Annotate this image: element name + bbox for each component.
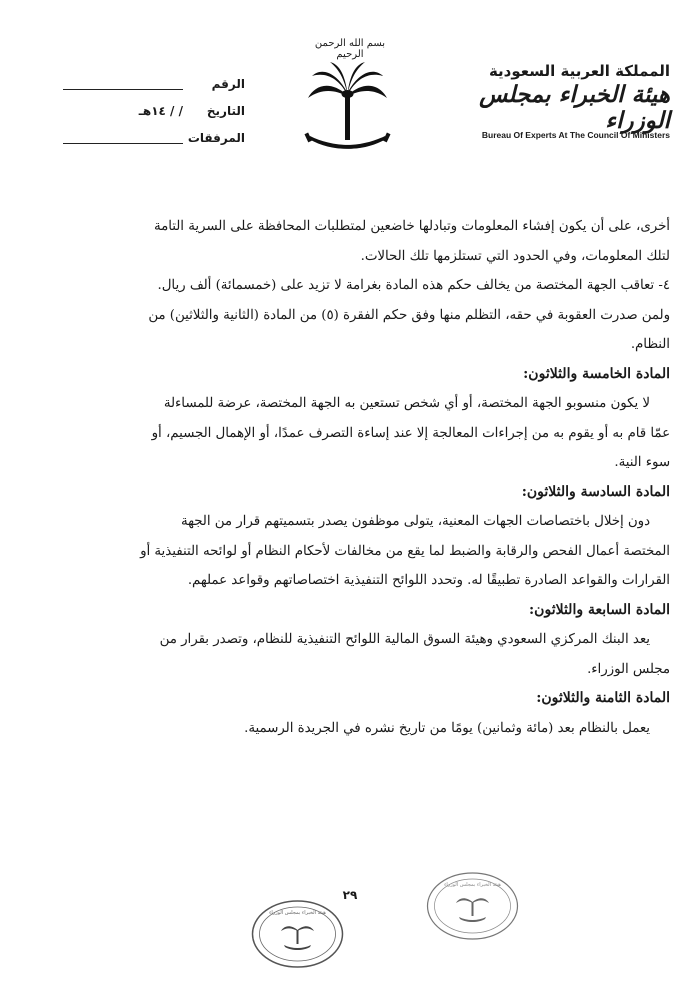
article-36-title: المادة السادسة والثلاثون: [521, 483, 670, 500]
kingdom-name: المملكة العربية السعودية [488, 62, 670, 80]
body-line: القرارات والقواعد الصادرة تطبيقًا له. وتحدد اللوائح التنفيذية اختصاصاتهم وقواعد عملهم. [187, 573, 670, 588]
body-line: ٤- تعاقب الجهة المختصة من يخالف حكم هذه المادة بغرامة لا تزيد على (خمسمائة) ألف ريال. [157, 278, 670, 293]
organization-name-en: Bureau Of Experts At The Council Of Ministers [481, 130, 670, 140]
article-37-title: المادة السابعة والثلاثون: [529, 601, 670, 618]
body-line: يعد البنك المركزي السعودي وهيئة السوق المالية اللوائح التنفيذية للنظام، وتصدر بقرار من [159, 632, 650, 647]
body-line: أخرى، على أن يكون إفشاء المعلومات وتبادلها خاضعين لمتطلبات المحافظة على السرية التامة [153, 219, 670, 234]
official-seal-icon [250, 898, 345, 970]
article-38-title: المادة الثامنة والثلاثون: [536, 690, 670, 706]
organization-name-ar: هيئة الخبراء بمجلس الوزراء [479, 82, 670, 134]
body-line: مجلس الوزراء. [587, 661, 670, 677]
attachments-label: المرفقات [187, 130, 245, 145]
body-line: يعمل بالنظام بعد (مائة وثمانين) يومًا من تاريخ نشره في الجريدة الرسمية. [244, 720, 650, 736]
body-line: ولمن صدرت العقوبة في حقه، التظلم منها وفق حكم الفقرة (٥) من المادة (الثانية والثلاثين) من [148, 307, 670, 323]
date-row [30, 97, 245, 124]
date-label: التاريخ [206, 103, 245, 118]
article-35-title: المادة الخامسة والثلاثون: [523, 365, 670, 382]
basmala: بسم الله الرحمن الرحيم [314, 38, 386, 60]
number-row [30, 70, 245, 97]
reference-block [30, 70, 245, 151]
number-label: الرقم [211, 76, 245, 91]
seal-text: هيئة الخبراء بمجلس الوزراء [444, 882, 501, 888]
body-line: سوء النية. [614, 455, 670, 470]
body-line: النظام. [630, 337, 670, 352]
number-line [63, 77, 183, 90]
date-value: / / ١٤هـ [138, 103, 183, 118]
body-line: دون إخلال باختصاصات الجهات المعنية، يتولى موظفون يصدر بتسميتهم قرار من الجهة [180, 514, 650, 529]
palm-swords-emblem-icon [300, 40, 395, 160]
page-number: ٢٩ [342, 888, 358, 902]
body-line: المختصة أعمال الفحص والرقابة والضبط لما يقع من مخالفات لأحكام النظام أو لوائحه التنفيذية أو [140, 543, 670, 559]
seal-text: هيئة الخبراء بمجلس الوزراء [269, 910, 326, 916]
document-body [30, 212, 670, 743]
body-line: عمّا قام به أو يقوم به من إجراءات المعالجة إلا عند إساءة التصرف عمدًا، أو الإهمال الجسيم، أو [151, 425, 670, 441]
attachments-row [30, 124, 245, 151]
body-line: لا يكون منسوبو الجهة المختصة، أو أي شخص تستعين به الجهة المختصة، عرضة للمساءلة [163, 396, 650, 411]
official-seal-icon [425, 870, 520, 942]
body-line: لتلك المعلومات، وفي الحدود التي تستلزمها تلك الحالات. [360, 248, 670, 264]
attachments-line [63, 131, 183, 144]
